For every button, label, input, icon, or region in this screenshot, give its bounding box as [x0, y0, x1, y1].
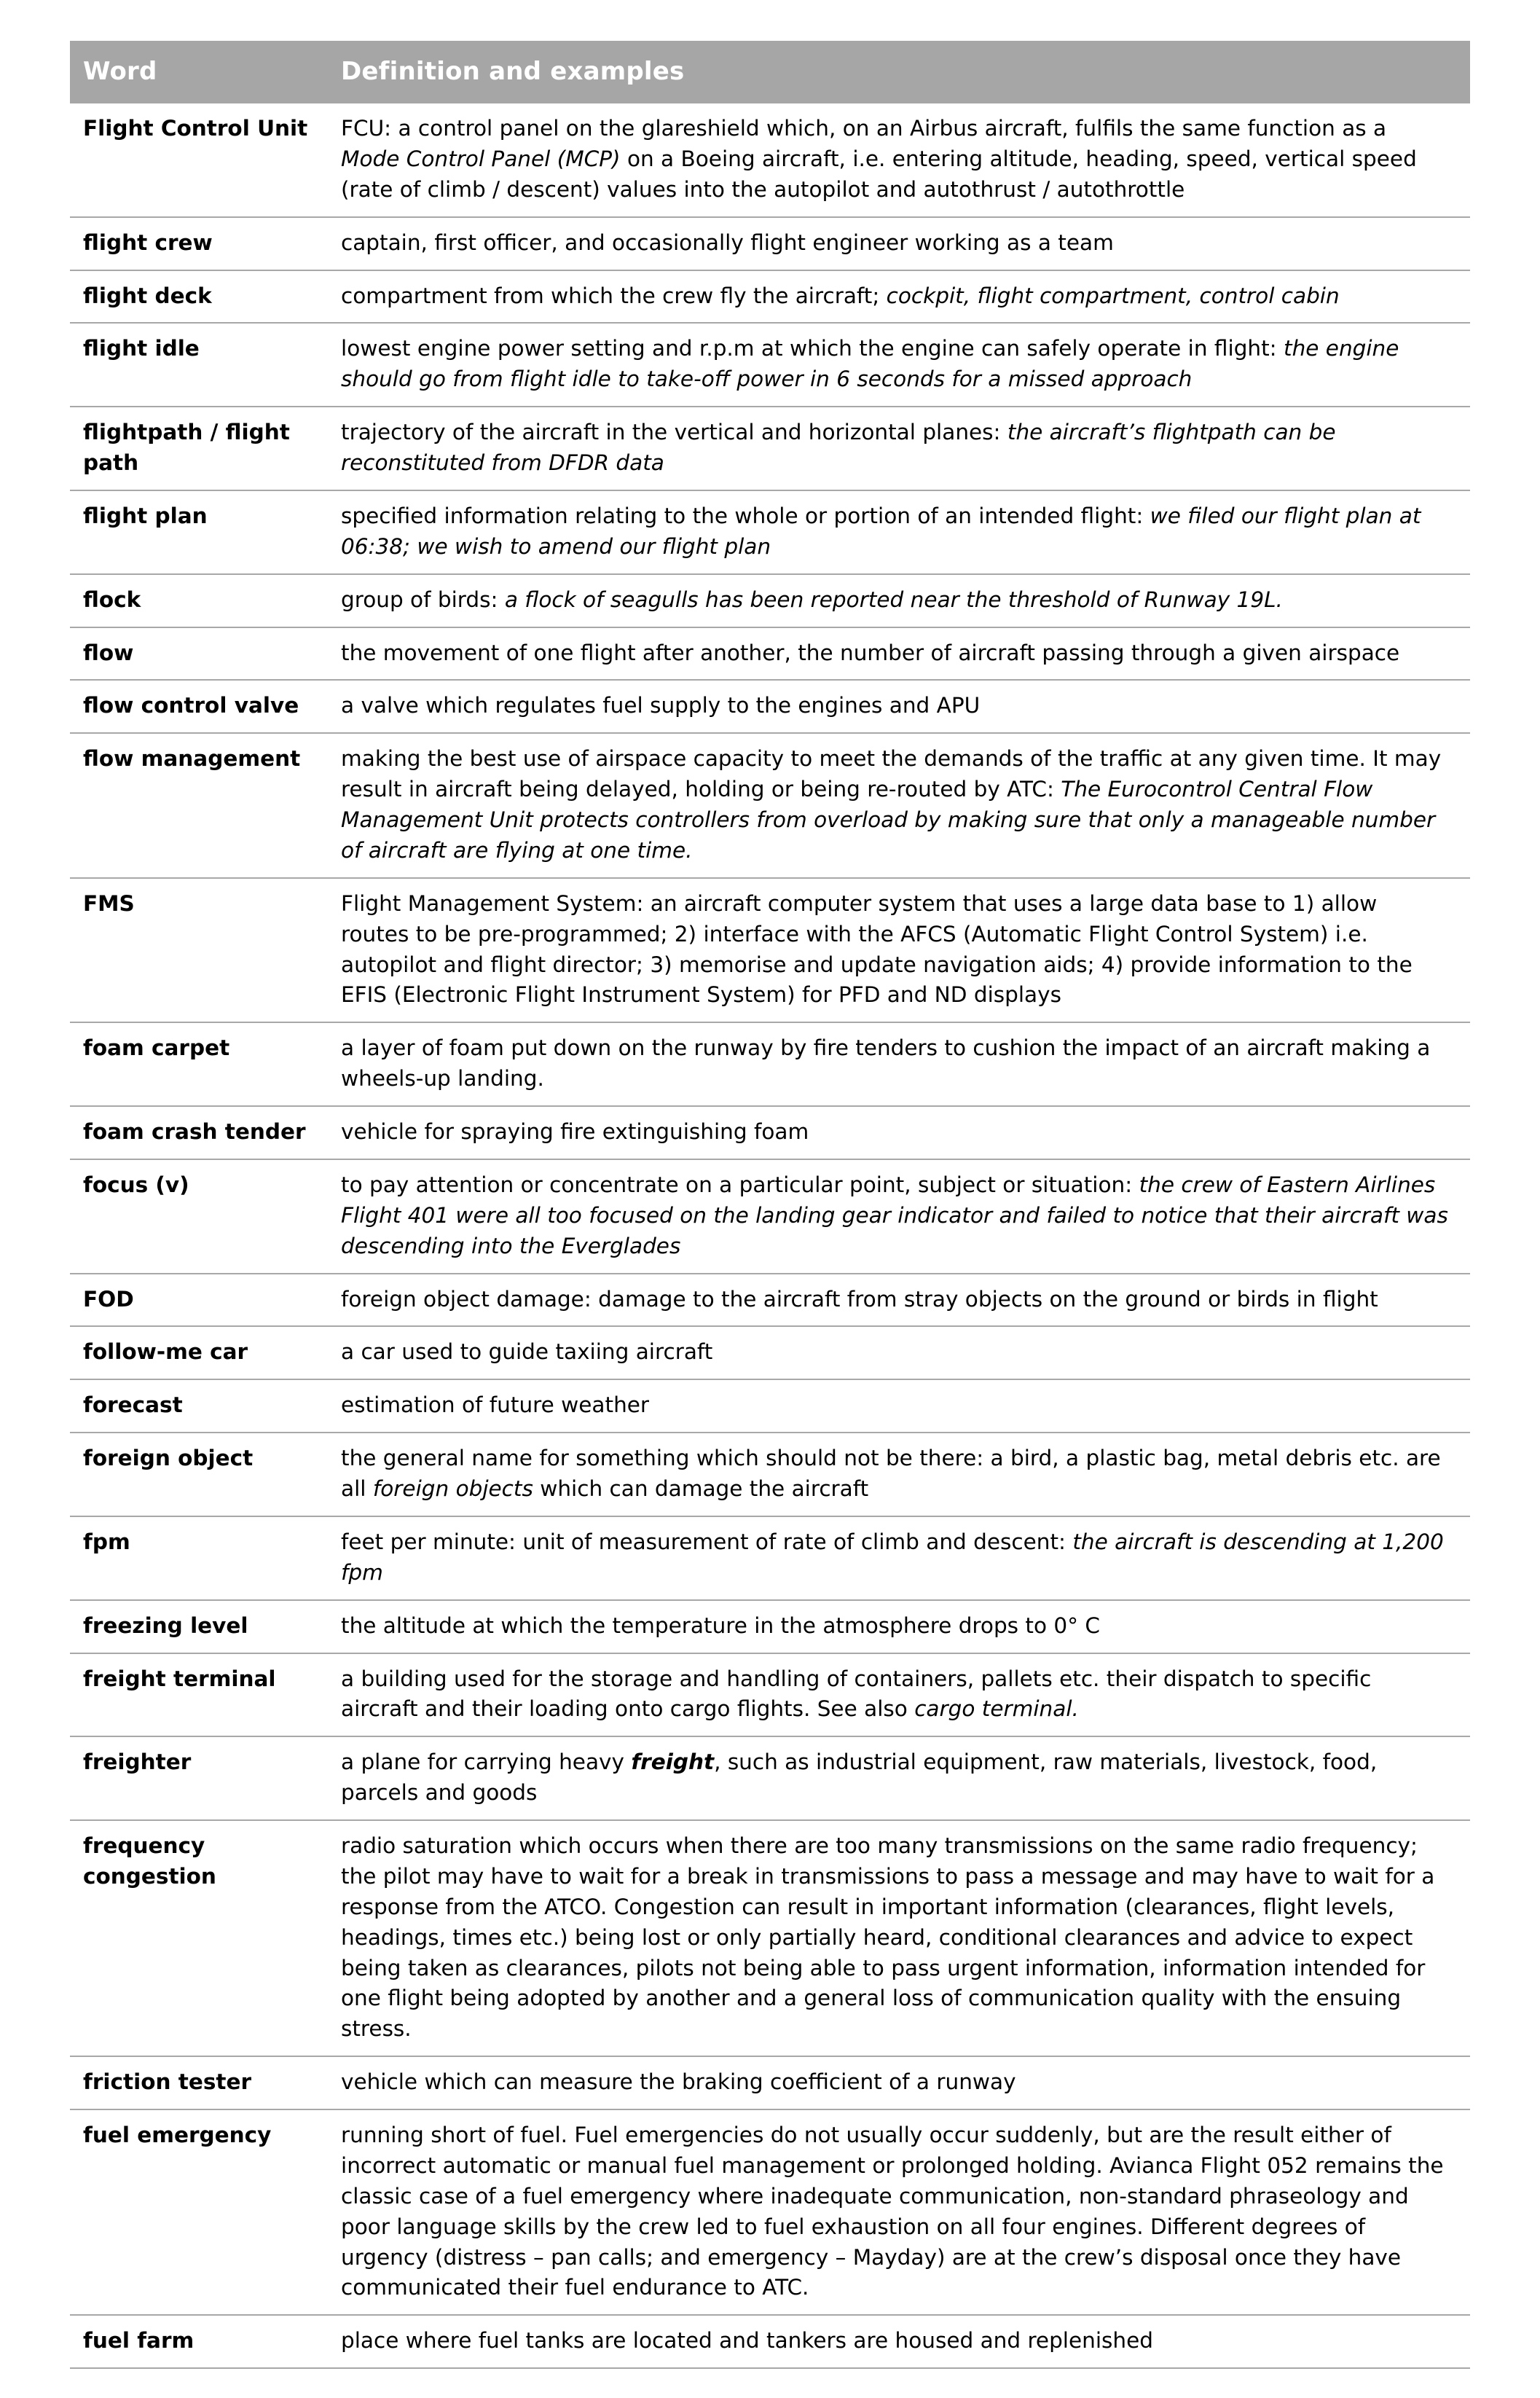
- table-row: [70, 217, 1470, 270]
- glossary-term: flightpath / flight path: [70, 407, 326, 490]
- table-row: [70, 2056, 1470, 2109]
- glossary-term: flow management: [70, 733, 326, 878]
- glossary-definition: estimation of future weather: [326, 1379, 1470, 1433]
- glossary-definition: trajectory of the aircraft in the vertical and horizontal planes: the aircraft’s flightpath can be reconstituted from DFDR data: [326, 407, 1470, 490]
- glossary-term: fuel farm: [70, 2315, 326, 2368]
- glossary-term: foam carpet: [70, 1022, 326, 1106]
- glossary-definition: group of birds: a flock of seagulls has been reported near the threshold of Runway 19L.: [326, 574, 1470, 627]
- table-row: [70, 733, 1470, 878]
- glossary-term: flow control valve: [70, 680, 326, 733]
- glossary-definition: specified information relating to the whole or portion of an intended flight: we filed our flight plan at 06:38; we wish to amend our flight plan: [326, 490, 1470, 574]
- glossary-term: flight crew: [70, 217, 326, 270]
- glossary-term: FMS: [70, 878, 326, 1023]
- table-row: [70, 1274, 1470, 1327]
- glossary-term: Flight Control Unit: [70, 103, 326, 217]
- glossary-definition: the altitude at which the temperature in the atmosphere drops to 0° C: [326, 1600, 1470, 1653]
- table-row: [70, 490, 1470, 574]
- table-row: [70, 1653, 1470, 1737]
- glossary-term: FOD: [70, 1274, 326, 1327]
- table-row: [70, 2315, 1470, 2368]
- table-row: [70, 1326, 1470, 1379]
- glossary-term: foreign object: [70, 1433, 326, 1516]
- table-header: [70, 41, 1470, 103]
- table-body: [70, 103, 1470, 2368]
- table-row: [70, 627, 1470, 681]
- table-row: [70, 1600, 1470, 1653]
- glossary-term: flight deck: [70, 270, 326, 324]
- glossary-term: forecast: [70, 1379, 326, 1433]
- glossary-term: freight terminal: [70, 1653, 326, 1737]
- glossary-term: friction tester: [70, 2056, 326, 2109]
- table-row: [70, 2109, 1470, 2315]
- glossary-term: freighter: [70, 1736, 326, 1820]
- glossary-definition: a building used for the storage and handling of containers, pallets etc. their dispatch to specific aircraft and their loading onto cargo flights. See also cargo terminal.: [326, 1653, 1470, 1737]
- glossary-definition: lowest engine power setting and r.p.m at which the engine can safely operate in flight: the engine should go from flight idle to take-off power in 6 seconds for a missed approach: [326, 323, 1470, 407]
- glossary-term: follow-me car: [70, 1326, 326, 1379]
- glossary-definition: vehicle which can measure the braking coefficient of a runway: [326, 2056, 1470, 2109]
- glossary-definition: running short of fuel. Fuel emergencies do not usually occur suddenly, but are the result either of incorrect automatic or manual fuel management or prolonged holding. Avianca Flight 052 remains the classic case of a fuel emergency where inadequate communication, non-standard phraseology and poor language skills by the crew led to fuel exhaustion on all four engines. Different degrees of urgency (distress – pan calls; and emergency – Mayday) are at the crew’s disposal once they have communicated their fuel endurance to ATC.: [326, 2109, 1470, 2315]
- glossary-definition: a layer of foam put down on the runway by fire tenders to cushion the impact of an aircraft making a wheels-up landing.: [326, 1022, 1470, 1106]
- table-row: [70, 1516, 1470, 1600]
- table-row: [70, 323, 1470, 407]
- glossary-term: flight idle: [70, 323, 326, 407]
- glossary-definition: radio saturation which occurs when there are too many transmissions on the same radio frequency; the pilot may have to wait for a break in transmissions to pass a message and may have to wait for a response from the ATCO. Congestion can result in important information (clearances, flight levels, headings, times etc.) being lost or only partially heard, conditional clearances and advice to expect being taken as clearances, pilots not being able to pass urgent information, information intended for one flight being adopted by another and a general loss of communication quality with the ensuing stress.: [326, 1820, 1470, 2056]
- table-row: [70, 1433, 1470, 1516]
- table-row: [70, 680, 1470, 733]
- glossary-definition: FCU: a control panel on the glareshield which, on an Airbus aircraft, fulfils the same function as a Mode Control Panel (MCP) on a Boeing aircraft, i.e. entering altitude, heading, speed, vertical speed (rate of climb / descent) values into the autopilot and autothrust / autothrottle: [326, 103, 1470, 217]
- header-row: [70, 41, 1470, 103]
- table-row: [70, 103, 1470, 217]
- glossary-definition: a plane for carrying heavy freight, such as industrial equipment, raw materials, livestock, food, parcels and goods: [326, 1736, 1470, 1820]
- table-row: [70, 1820, 1470, 2056]
- table-row: [70, 1022, 1470, 1106]
- table-row: [70, 270, 1470, 324]
- table-row: [70, 407, 1470, 490]
- glossary-definition: a car used to guide taxiing aircraft: [326, 1326, 1470, 1379]
- glossary-term: foam crash tender: [70, 1106, 326, 1159]
- table-row: [70, 1379, 1470, 1433]
- table-row: [70, 878, 1470, 1023]
- glossary-term: fpm: [70, 1516, 326, 1600]
- table-row: [70, 1736, 1470, 1820]
- glossary-table: [70, 41, 1470, 2369]
- glossary-definition: vehicle for spraying fire extinguishing foam: [326, 1106, 1470, 1159]
- glossary-definition: the general name for something which should not be there: a bird, a plastic bag, metal debris etc. are all foreign objects which can damage the aircraft: [326, 1433, 1470, 1516]
- glossary-definition: Flight Management System: an aircraft computer system that uses a large data base to 1) allow routes to be pre-programmed; 2) interface with the AFCS (Automatic Flight Control System) i.e. autopilot and flight director; 3) memorise and update navigation aids; 4) provide information to the EFIS (Electronic Flight Instrument System) for PFD and ND displays: [326, 878, 1470, 1023]
- glossary-definition: the movement of one flight after another, the number of aircraft passing through a given airspace: [326, 627, 1470, 681]
- glossary-term: flock: [70, 574, 326, 627]
- table-row: [70, 574, 1470, 627]
- column-header-word: Word: [70, 41, 326, 103]
- glossary-definition: making the best use of airspace capacity to meet the demands of the traffic at any given time. It may result in aircraft being delayed, holding or being re-routed by ATC: The Eurocontrol Central Flow Management Unit protects controllers from overload by making sure that only a manageable number of aircraft are flying at one time.: [326, 733, 1470, 878]
- glossary-term: flow: [70, 627, 326, 681]
- glossary-definition: feet per minute: unit of measurement of rate of climb and descent: the aircraft is descending at 1,200 fpm: [326, 1516, 1470, 1600]
- glossary-definition: a valve which regulates fuel supply to the engines and APU: [326, 680, 1470, 733]
- table-row: [70, 1159, 1470, 1274]
- glossary-definition: compartment from which the crew fly the aircraft; cockpit, flight compartment, control cabin: [326, 270, 1470, 324]
- glossary-term: freezing level: [70, 1600, 326, 1653]
- column-header-definition: Definition and examples: [326, 41, 1470, 103]
- glossary-definition: foreign object damage: damage to the aircraft from stray objects on the ground or birds in flight: [326, 1274, 1470, 1327]
- glossary-term: fuel emergency: [70, 2109, 326, 2315]
- glossary-definition: captain, first officer, and occasionally flight engineer working as a team: [326, 217, 1470, 270]
- glossary-definition: to pay attention or concentrate on a particular point, subject or situation: the crew of Eastern Airlines Flight 401 were all too focused on the landing gear indicator and failed to notice that their aircraft was descending into the Everglades: [326, 1159, 1470, 1274]
- glossary-term: frequency congestion: [70, 1820, 326, 2056]
- table-row: [70, 1106, 1470, 1159]
- glossary-definition: place where fuel tanks are located and tankers are housed and replenished: [326, 2315, 1470, 2368]
- glossary-term: focus (v): [70, 1159, 326, 1274]
- glossary-term: flight plan: [70, 490, 326, 574]
